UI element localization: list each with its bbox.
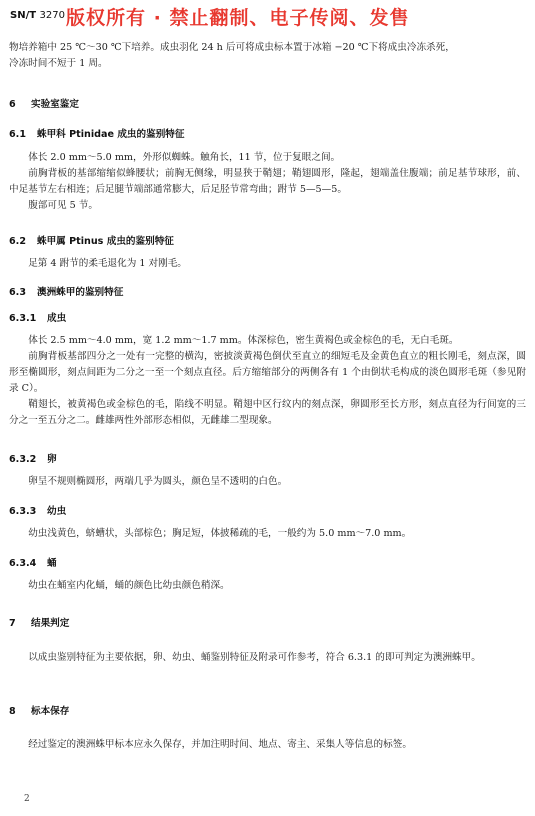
- section-6-3-1-body: [9, 333, 526, 429]
- copyright-watermark: 版权所有 · 禁止翻制、电子传阅、发售: [66, 7, 410, 29]
- heading-6-3-4: [9, 555, 57, 569]
- heading-title: 成虫: [47, 313, 67, 324]
- heading-number: 6: [9, 99, 16, 110]
- heading-number: 6.3.1: [9, 313, 37, 324]
- section-6-3-4-body: [9, 578, 526, 594]
- standard-prefix: SN/T: [10, 10, 37, 21]
- heading-8: [9, 703, 69, 717]
- heading-title: 结果判定: [31, 618, 70, 629]
- heading-7: [9, 615, 69, 629]
- section-8-body: [9, 737, 526, 753]
- heading-6: [9, 96, 79, 110]
- heading-6-2: [9, 233, 174, 247]
- intro-block: [9, 40, 526, 72]
- heading-6-3: [9, 284, 123, 298]
- heading-title: 卵: [47, 454, 57, 465]
- heading-title: 澳洲蛛甲的鉴别特征: [37, 287, 124, 298]
- heading-title: 蛹: [47, 558, 57, 569]
- heading-number: 6.3.2: [9, 454, 37, 465]
- section-6-2-body: [9, 256, 526, 272]
- standard-number: 3270: [39, 10, 65, 21]
- paragraph: 腹部可见 5 节。: [28, 200, 98, 211]
- heading-title: 蛛甲科 Ptinidae 成虫的鉴别特征: [37, 129, 185, 140]
- heading-number: 6.2: [9, 236, 26, 247]
- paragraph: 经过鉴定的澳洲蛛甲标本应永久保存，并加注明时间、地点、寄主、采集人等信息的标签。: [28, 739, 412, 750]
- heading-number: 6.3.4: [9, 558, 37, 569]
- paragraph: 幼虫浅黄色，蛴螬状，头部棕色；胸足短，体披稀疏的毛，一般约为 5.0 mm～7.0 mm。: [28, 528, 412, 539]
- intro-line-2: 冷冻时间不短于 1 周。: [9, 58, 108, 69]
- section-7-body: [9, 650, 526, 666]
- heading-6-3-1: [9, 310, 66, 324]
- paragraph: 鞘翅长，被黄褐色或金棕色的毛，陷线不明显。鞘翅中区行纹内的刻点深，卵圆形至长方形，刻点直径为行间宽的三分之一至五分之二。雌雄两性外部形态相似，无雌雄二型现象。: [9, 399, 526, 426]
- heading-6-3-3: [9, 503, 66, 517]
- heading-title: 幼虫: [47, 506, 67, 517]
- intro-line-1: 物培养箱中 25 ℃～30 ℃下培养。成虫羽化 24 h 后可将成虫标本置于冰箱 −20 ℃下将成虫冷冻杀死，: [9, 42, 455, 53]
- heading-number: 6.1: [9, 129, 26, 140]
- paragraph: 前胸背板的基部缩缩似蜂腰状；前胸无侧缘，明显狭于鞘翅；鞘翅圆形，隆起，翅端盖住腹端；前足基节球形，前、中足基节左右相连；后足腿节端部通常膨大，后足胫节常弯曲；跗节 5—5—5。: [9, 168, 526, 195]
- paragraph: 足第 4 跗节的柔毛退化为 1 对刚毛。: [28, 258, 187, 269]
- section-6-3-2-body: [9, 474, 526, 490]
- standard-code: [10, 10, 65, 21]
- paragraph: 以成虫鉴别特征为主要依据，卵、幼虫、蛹鉴别特征及附录可作参考，符合 6.3.1 的即可判定为澳洲蛛甲。: [28, 652, 481, 663]
- heading-number: 6.3: [9, 287, 26, 298]
- heading-6-1: [9, 126, 185, 140]
- paragraph: 前胸背板基部四分之一处有一完整的横沟，密披淡黄褐色倒伏至直立的细短毛及金黄色直立的粗长刚毛，刻点深，圆形至椭圆形，刻点间距为二分之一至一个刻点直径。后方缩缩部分的两侧各有 1 个由倒状毛构成的淡色圆形毛斑（参见附录 C）。: [9, 351, 526, 394]
- heading-number: 8: [9, 706, 16, 717]
- paragraph: 体长 2.5 mm～4.0 mm，宽 1.2 mm～1.7 mm。体深棕色，密生黄褐色或金棕色的毛，无白毛斑。: [28, 335, 459, 346]
- heading-number: 6.3.3: [9, 506, 37, 517]
- paragraph: 卵呈不规则椭圆形，两端几乎为圆头，颜色呈不透明的白色。: [28, 476, 288, 487]
- section-6-1-body: [9, 150, 526, 214]
- page-number: 2: [24, 794, 30, 804]
- section-6-3-3-body: [9, 526, 526, 542]
- heading-title: 实验室鉴定: [31, 99, 79, 110]
- heading-title: 标本保存: [31, 706, 70, 717]
- heading-6-3-2: [9, 451, 57, 465]
- paragraph: 体长 2.0 mm～5.0 mm，外形似蜘蛛。触角长，11 节，位于复眼之间。: [28, 152, 341, 163]
- heading-title: 蛛甲属 Ptinus 成虫的鉴别特征: [37, 236, 174, 247]
- heading-number: 7: [9, 618, 16, 629]
- paragraph: 幼虫在蛹室内化蛹，蛹的颜色比幼虫颜色稍深。: [28, 580, 230, 591]
